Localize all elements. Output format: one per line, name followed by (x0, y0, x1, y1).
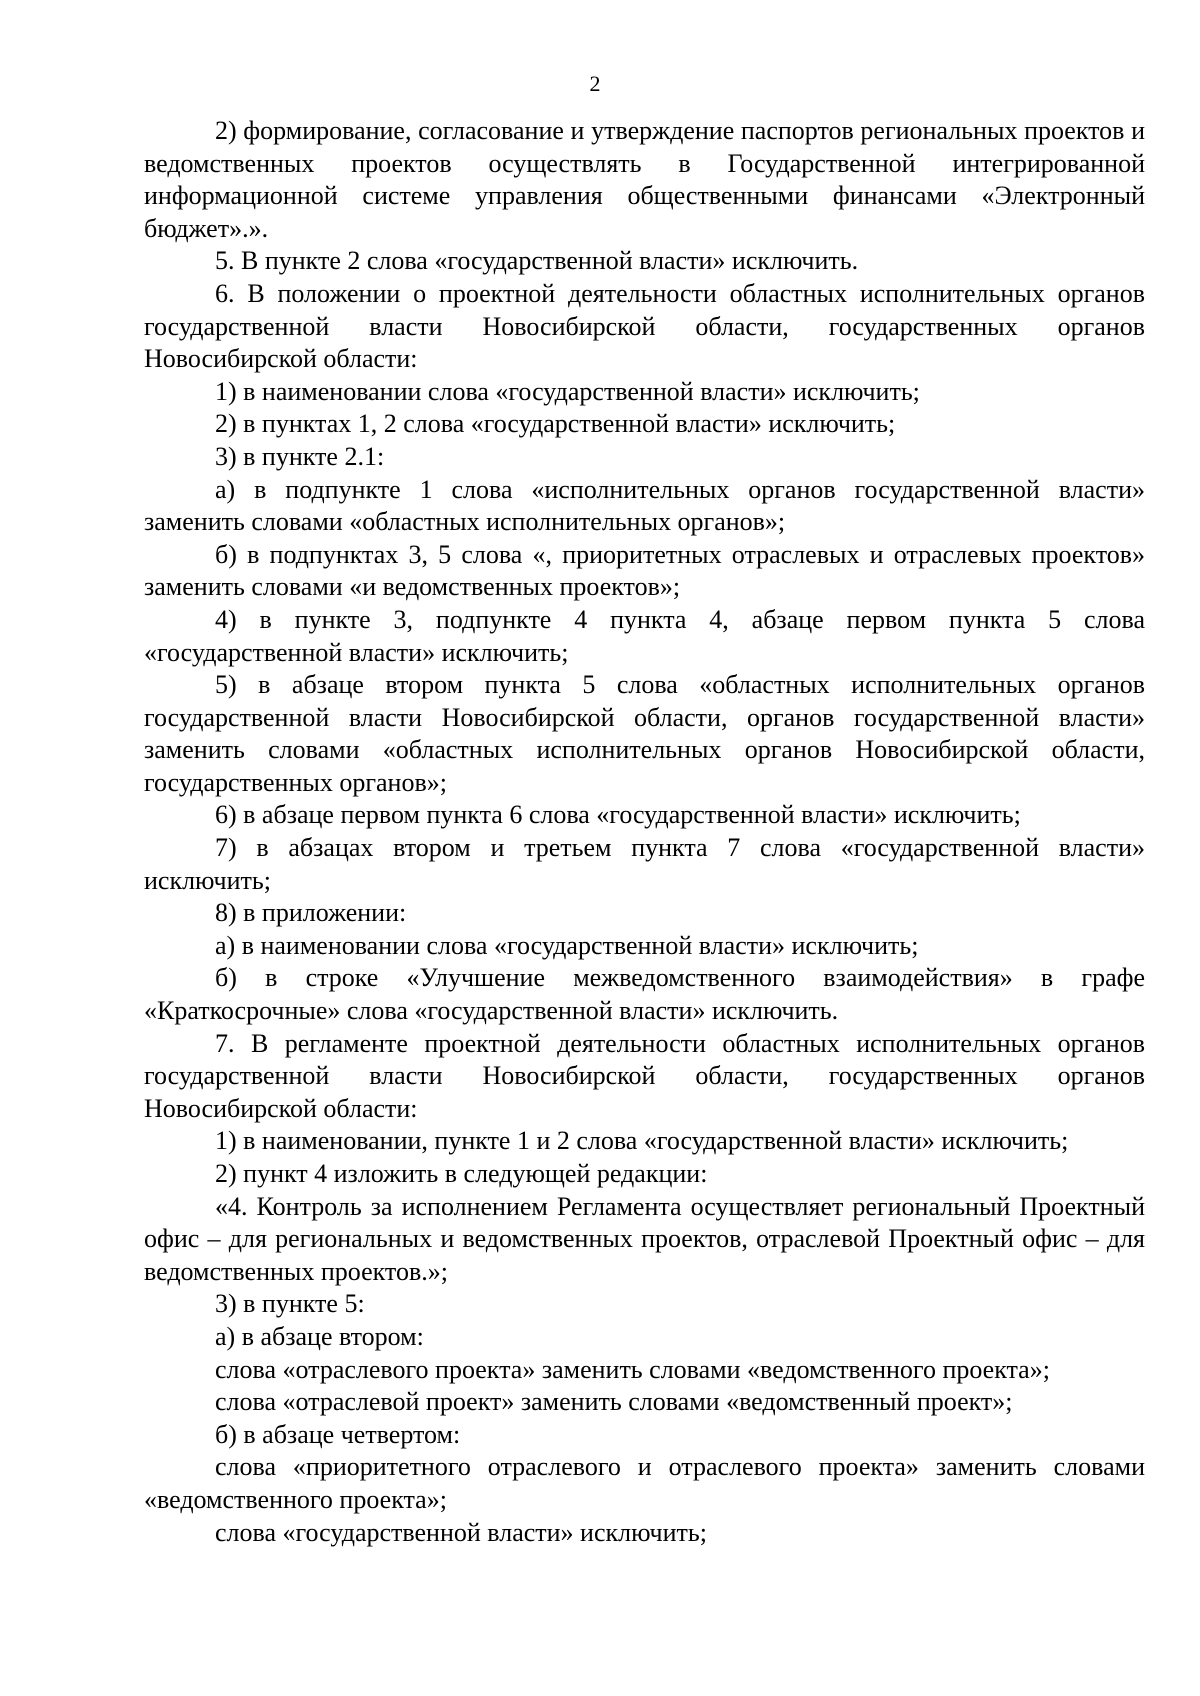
paragraph: слова «приоритетного отраслевого и отраслевого проекта» заменить словами «ведомственного проекта»; (144, 1452, 1145, 1514)
paragraph: 2) формирование, согласование и утверждение паспортов региональных проектов и ведомственных проектов осуществлять в Государственной интегрированной информационной системе управления общественными финансами «Электронный бюджет».». (144, 116, 1145, 243)
paragraph: а) в подпункте 1 слова «исполнительных органов государственной власти» заменить словами «областных исполнительных органов»; (144, 474, 1145, 537)
paragraph: б) в абзаце четвертом: (215, 1419, 461, 1449)
paragraph: 4) в пункте 3, подпункте 4 пункта 4, абзаце первом пункта 5 слова «государственной власти» исключить; (144, 604, 1145, 667)
paragraph: 7. В регламенте проектной деятельности областных исполнительных органов государственной власти Новосибирской области, государственных органов Новосибирской области: (144, 1028, 1145, 1123)
paragraph: 7) в абзацах втором и третьем пункта 7 слова «государственной власти» исключить; (144, 833, 1145, 895)
paragraph: 1) в наименовании слова «государственной власти» исключить; (215, 376, 920, 406)
paragraph: 5. В пункте 2 слова «государственной власти» исключить. (215, 246, 859, 276)
document-body (144, 115, 1145, 1549)
paragraph: а) в наименовании слова «государственной власти» исключить; (215, 930, 919, 960)
paragraph: слова «отраслевого проекта» заменить словами «ведомственного проекта»; (215, 1354, 1050, 1384)
paragraph: б) в строке «Улучшение межведомственного взаимодействия» в графе «Краткосрочные» слова «государственной власти» исключить. (144, 963, 1145, 1026)
paragraph: слова «отраслевой проект» заменить словами «ведомственный проект»; (215, 1387, 1013, 1417)
paragraph: 2) пункт 4 изложить в следующей редакции: (215, 1159, 708, 1188)
paragraph: 1) в наименовании, пункте 1 и 2 слова «государственной власти» исключить; (215, 1126, 1069, 1156)
paragraph: 8) в приложении: (215, 898, 407, 928)
paragraph: «4. Контроль за исполнением Регламента осуществляет региональный Проектный офис – для региональных и ведомственных проектов, отраслевой Проектный офис – для ведомственных проектов.»; (144, 1191, 1145, 1286)
paragraph: 2) в пунктах 1, 2 слова «государственной власти» исключить; (215, 409, 896, 439)
page-number: 2 (589, 71, 601, 96)
paragraph: 3) в пункте 5: (215, 1289, 365, 1319)
paragraph: 6) в абзаце первом пункта 6 слова «государственной власти» исключить; (215, 800, 1021, 830)
paragraph: 3) в пункте 2.1: (215, 441, 385, 471)
paragraph: 5) в абзаце втором пункта 5 слова «областных исполнительных органов государственной власти Новосибирской области, органов государственной власти» заменить словами «областных исполнительных органов Новосибирской области, государственных органов»; (144, 670, 1145, 797)
paragraph: а) в абзаце втором: (215, 1321, 424, 1351)
paragraph: 6. В положении о проектной деятельности областных исполнительных органов государственной власти Новосибирской области, государственных органов Новосибирской области: (144, 278, 1145, 374)
paragraph: слова «государственной власти» исключить; (215, 1517, 707, 1547)
paragraph: б) в подпунктах 3, 5 слова «, приоритетных отраслевых и отраслевых проектов» заменить словами «и ведомственных проектов»; (144, 539, 1145, 602)
